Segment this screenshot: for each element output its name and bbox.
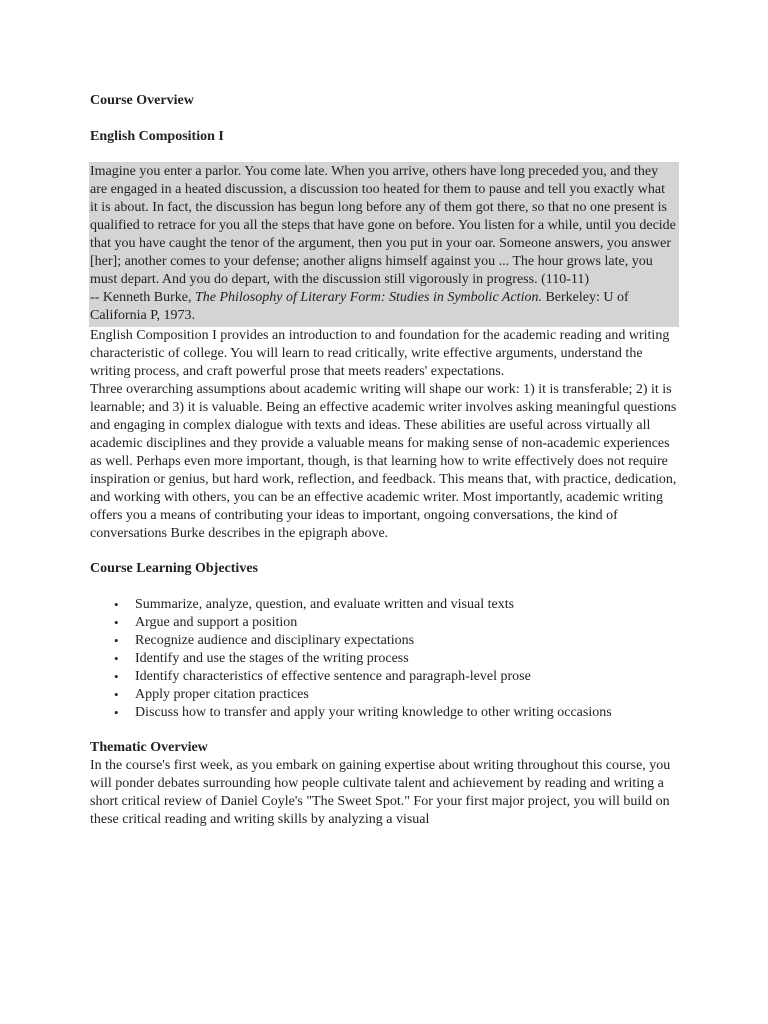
bullet-icon: • (114, 651, 119, 666)
thematic-paragraph: In the course's first week, as you embark on gaining expertise about writing throughout this course, you will ponder debates surrounding how people cultivate talent and achievement by reading and writing a short critical review of Daniel Coyle's "The Sweet Spot." For your first major project, you will build on these critical reading and writing skills by analyzing a visual (90, 758, 671, 827)
bullet-icon: • (114, 633, 119, 648)
list-item (90, 704, 680, 722)
bullet-icon: • (114, 597, 119, 612)
list-item-text: Apply proper citation practices (135, 687, 309, 702)
list-item (90, 596, 680, 614)
list-item-text: Identify and use the stages of the writing process (135, 651, 409, 666)
list-item-text: Identify characteristics of effective sentence and paragraph-level prose (135, 669, 531, 684)
epigraph-attribution (90, 289, 676, 325)
course-title: English Composition I (90, 129, 224, 144)
bullet-icon: • (114, 615, 119, 630)
document-body (90, 92, 680, 829)
epigraph-text: Imagine you enter a parlor. You come late. When you arrive, others have long preceded you, and they are engaged in a heated discussion, a discussion too heated for them to pause and tell you exactly what it is about. In fact, the discussion has begun long before any of them got there, so that no one present is qualified to retrace for you all the steps that have gone on before. You listen for a while, until you decide that you have caught the tenor of the argument, then you put in your oar. Someone answers, you answer [her]; another comes to your defense; another aligns himself against you ... The hour grows late, you must depart. And you do depart, with the discussion still vigorously in progress. (110-11) (90, 164, 676, 287)
attribution-suffix: Berkeley: U of California P, 1973. (90, 290, 629, 323)
list-item (90, 650, 680, 668)
bullet-icon: • (114, 687, 119, 702)
attribution-book-title: The Philosophy of Literary Form: Studies in Symbolic Action. (194, 290, 542, 305)
bullet-icon: • (114, 705, 119, 720)
list-item-text: Recognize audience and disciplinary expectations (135, 633, 415, 648)
list-item (90, 668, 680, 686)
list-item (90, 614, 680, 632)
list-item-text: Summarize, analyze, question, and evaluate written and visual texts (135, 597, 515, 612)
bullet-icon: • (114, 669, 119, 684)
list-item-text: Argue and support a position (135, 615, 298, 630)
assumptions-paragraph: Three overarching assumptions about academic writing will shape our work: 1) it is transferable; 2) it is learnable; and 3) it is valuable. Being an effective academic writer involves asking meaningful questions and engaging in complex dialogue with texts and ideas. These abilities are useful across virtually all academic disciplines and they provide a valuable means for making sense of non-academic experiences as well. Perhaps even more important, though, is that learning how to write effectively does not require inspiration or genius, but hard work, reflection, and feedback. This means that, with practice, dedication, and working with others, you can be an effective academic writer. Most importantly, academic writing offers you a means of contributing your ideas to important, ongoing conversations, the kind of conversations Burke describes in the epigraph above. (90, 382, 677, 541)
list-item (90, 632, 680, 650)
list-item (90, 686, 680, 704)
epigraph-block (89, 162, 679, 327)
intro-paragraph: English Composition I provides an introduction to and foundation for the academic reading and writing characteristic of college. You will learn to read critically, write effective arguments, understand the writing process, and craft powerful prose that meets readers' expectations. (90, 328, 670, 379)
objectives-list (90, 596, 680, 722)
page-title: Course Overview (90, 93, 194, 108)
objectives-heading: Course Learning Objectives (90, 561, 258, 576)
attribution-prefix: -- Kenneth Burke, (90, 290, 195, 305)
list-item-text: Discuss how to transfer and apply your writing knowledge to other writing occasions (135, 705, 612, 720)
thematic-heading: Thematic Overview (90, 740, 208, 755)
